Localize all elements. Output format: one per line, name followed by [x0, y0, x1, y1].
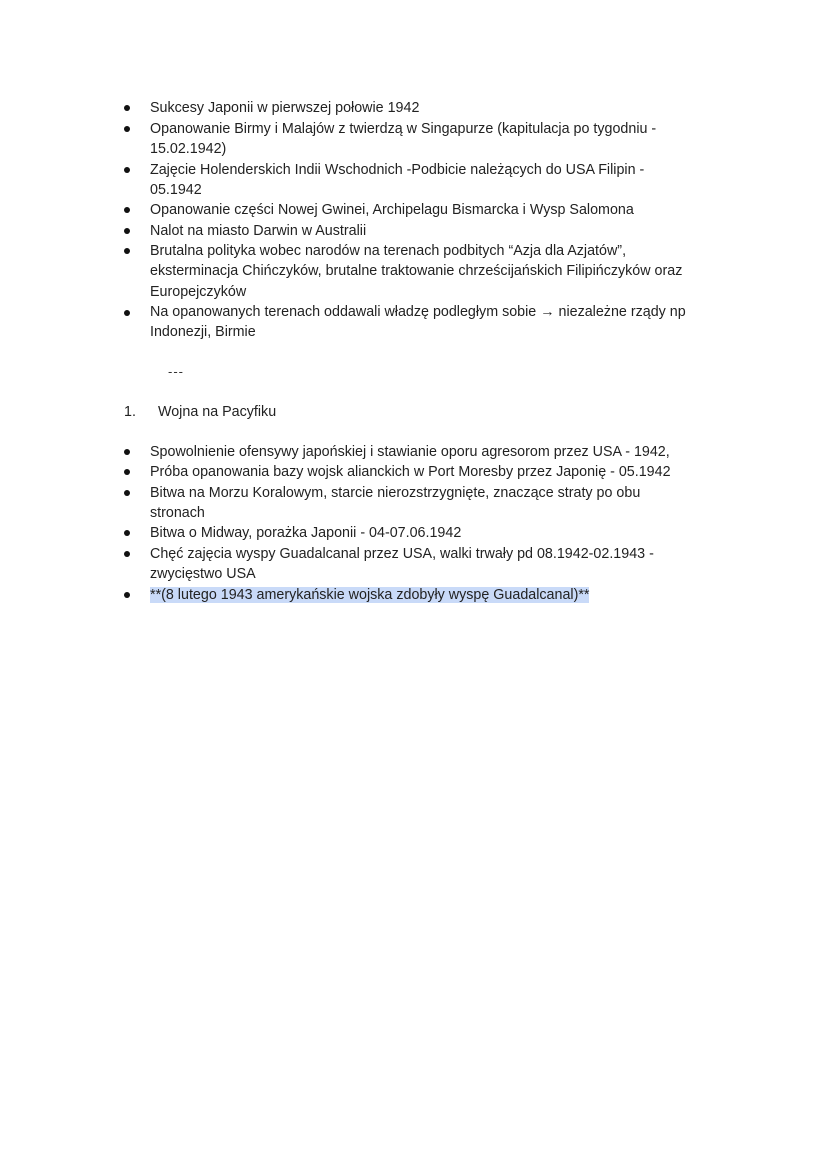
list-item-text: Próba opanowania bazy wojsk alianckich w Port Moresby przez Japonię - 05.1942 [150, 464, 671, 480]
bullet [124, 469, 130, 475]
separator: --- [168, 364, 184, 379]
list-item-text: Spowolnienie ofensywy japońskiej i stawianie oporu agresorom przez USA - 1942, [150, 444, 670, 460]
bullet [124, 310, 130, 316]
bullet [124, 449, 130, 455]
bullet [124, 248, 130, 254]
bullet [124, 105, 130, 111]
list-item-text: Zajęcie Holenderskich Indii Wschodnich -Podbicie należących do USA Filipin - [150, 162, 645, 178]
list-item-text-highlighted [150, 585, 589, 606]
list-item-text: Na opanowanych terenach oddawali władzę podległym sobie → niezależne rządy np [150, 304, 686, 320]
list-item-text: Chęć zajęcia wyspy Guadalcanal przez USA, walki trwały pd 08.1942-02.1943 - [150, 546, 654, 562]
list-item-text: Bitwa na Morzu Koralowym, starcie nierozstrzygnięte, znaczące straty po obu [150, 485, 641, 501]
bullet [124, 490, 130, 496]
bullet [124, 592, 130, 598]
bullet [124, 167, 130, 173]
list-item-text: Nalot na miasto Darwin w Australii [150, 223, 367, 239]
section-heading: Wojna na Pacyfiku [158, 404, 277, 420]
list-item-text: Europejczyków [150, 284, 247, 300]
list-item-text: Indonezji, Birmie [150, 324, 256, 340]
list-item-text: Sukcesy Japonii w pierwszej połowie 1942 [150, 100, 420, 116]
list-item-text: 15.02.1942) [150, 141, 227, 157]
bullet [124, 126, 130, 132]
bullet [124, 207, 130, 213]
list-item-text: stronach [150, 505, 205, 521]
list-item-text: Brutalna polityka wobec narodów na terenach podbitych “Azja dla Azjatów”, [150, 243, 627, 259]
list-item-text: zwycięstwo USA [150, 566, 256, 582]
list-item-text: Opanowanie części Nowej Gwinei, Archipelagu Bismarcka i Wysp Salomona [150, 202, 634, 218]
highlighted-text: **(8 lutego 1943 amerykańskie wojska zdobyły wyspę Guadalcanal)** [150, 587, 590, 603]
list-item-text: 05.1942 [150, 182, 202, 198]
bullet [124, 228, 130, 234]
list-item-text: eksterminacja Chińczyków, brutalne traktowanie chrześcijańskich Filipińczyków oraz [150, 263, 683, 279]
list-item-text: Opanowanie Birmy i Malajów z twierdzą w Singapurze (kapitulacja po tygodniu - [150, 121, 657, 137]
list-item-text: Bitwa o Midway, porażka Japonii - 04-07.06.1942 [150, 525, 462, 541]
heading-number: 1. [124, 404, 136, 420]
bullet [124, 530, 130, 536]
bullet [124, 551, 130, 557]
